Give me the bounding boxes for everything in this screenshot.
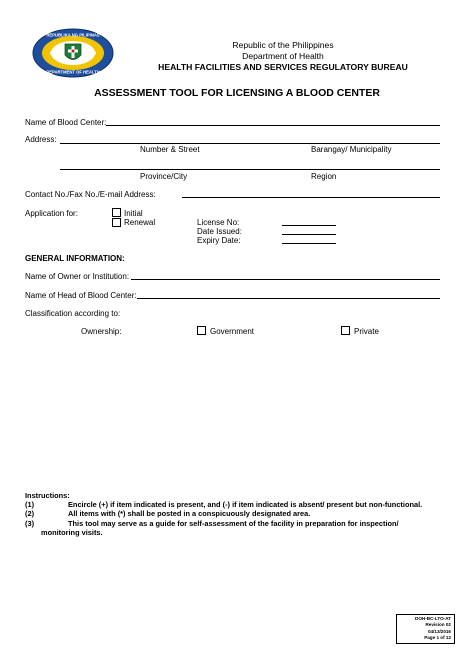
- label-head: Name of Head of Blood Center:: [25, 291, 137, 300]
- label-contact: Contact No./Fax No./E-mail Address:: [25, 190, 156, 199]
- label-expiry-date: Expiry Date:: [197, 236, 241, 245]
- label-license-no: License No:: [197, 218, 240, 227]
- address-city-field[interactable]: [60, 169, 440, 170]
- instruction-3-num: (3): [25, 519, 35, 528]
- instruction-3-continuation: monitoring visits.: [41, 528, 103, 537]
- label-date-issued: Date Issued:: [197, 227, 242, 236]
- label-ownership: Ownership:: [81, 327, 122, 336]
- address-street-field[interactable]: [60, 143, 440, 144]
- instruction-1-num: (1): [25, 500, 35, 509]
- label-province-city: Province/City: [140, 172, 188, 181]
- label-barangay: Barangay/ Municipality: [311, 145, 392, 154]
- contact-field[interactable]: [182, 197, 440, 198]
- header-republic: Republic of the Philippines: [232, 40, 334, 50]
- blood-center-name-field[interactable]: [106, 125, 440, 126]
- doc-code: DOH-BC-LTO-AT: [415, 616, 451, 621]
- date-issued-field[interactable]: [282, 234, 336, 235]
- head-field[interactable]: [137, 298, 440, 299]
- doc-date: 04/13/2016: [428, 628, 451, 634]
- label-region: Region: [311, 172, 337, 181]
- label-application-for: Application for:: [25, 209, 78, 218]
- label-owner: Name of Owner or Institution:: [25, 272, 130, 281]
- header-department: Department of Health: [242, 51, 324, 61]
- document-code-box: [396, 614, 455, 644]
- instruction-1-text: Encircle (+) if item indicated is present, and (-) if item indicated is absent/ present but non-functional.: [68, 500, 423, 509]
- label-initial: Initial: [124, 209, 143, 218]
- license-no-field[interactable]: [282, 225, 336, 226]
- seal-text-bottom: DEPARTMENT OF HEALTH: [46, 69, 100, 75]
- government-checkbox[interactable]: [197, 326, 206, 335]
- doc-page: Page 1 of 12: [424, 634, 451, 640]
- label-address: Address:: [25, 135, 57, 144]
- renewal-checkbox[interactable]: [112, 218, 121, 227]
- initial-checkbox[interactable]: [112, 208, 121, 217]
- expiry-date-field[interactable]: [282, 243, 336, 244]
- instruction-2-num: (2): [25, 509, 35, 518]
- instruction-3-text: This tool may serve as a guide for self-assessment of the facility in preparation for inspection/: [68, 519, 399, 528]
- label-renewal: Renewal: [124, 218, 156, 227]
- label-blood-center-name: Name of Blood Center:: [25, 118, 107, 127]
- doc-revision: Revision 02: [425, 622, 451, 628]
- label-classification: Classification according to:: [25, 309, 121, 318]
- header-bureau: HEALTH FACILITIES AND SERVICES REGULATORY BUREAU: [158, 62, 408, 72]
- general-info-heading: GENERAL INFORMATION:: [25, 254, 125, 263]
- doh-seal-logo: [32, 28, 114, 78]
- private-checkbox[interactable]: [341, 326, 350, 335]
- label-number-street: Number & Street: [140, 145, 200, 154]
- label-government: Government: [210, 327, 255, 336]
- instructions-heading: Instructions:: [25, 491, 70, 500]
- instruction-2-text: All items with (*) shall be posted in a conspicuously designated area.: [68, 509, 311, 518]
- seal-text-top: REPUBLIKA NG PILIPINAS: [46, 32, 100, 38]
- owner-field[interactable]: [131, 279, 440, 280]
- label-private: Private: [354, 327, 379, 336]
- page-title: ASSESSMENT TOOL FOR LICENSING A BLOOD CENTER: [94, 87, 380, 99]
